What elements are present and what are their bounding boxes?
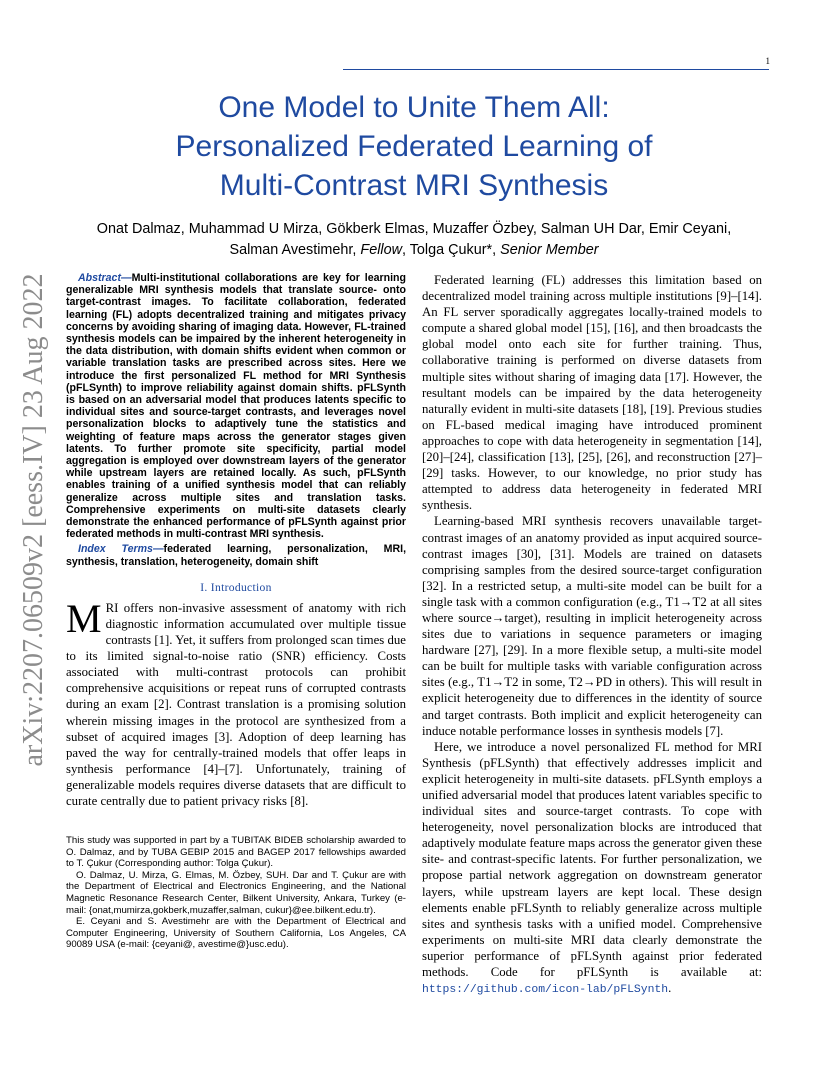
left-column <box>66 272 406 951</box>
abstract-text: Multi-institutional collaborations are key for learning generalizable MRI synthesis models that translate source- onto target-contrast images. To facilitate collaboration, federated learning (FL) adopts decentralized training and mitigates privacy concerns by avoiding sharing of imaging data. However, FL-trained synthesis models can be impaired by the inherent heterogeneity in the data distribution, with domain shifts evident when common or variable translation tasks are prescribed across sites. Here we introduce the first personalized FL method for MRI Synthesis (pFLSynth) to improve reliability against domain shifts. pFLSynth is based on an adversarial model that produces latents specific to individual sites and source-target contrasts, and leverages novel personalization blocks to adaptively tune the statistics and weighting of feature maps across the generator stages given latents. To further promote site specificity, partial model aggregation is employed over downstream layers of the generator while upstream layers are retained locally. As such, pFLSynth enables training of a unified synthesis model that can reliably generalize across multiple sites and translation tasks. Comprehensive experiments on multi-site datasets clearly demonstrate the enhanced performance of pFLSynth against prior federated methods in multi-contrast MRI synthesis. <box>66 272 406 541</box>
index-terms-label: Index Terms— <box>78 543 164 556</box>
paper-title <box>60 88 768 205</box>
dropcap-letter: M <box>66 595 102 641</box>
authors-line-2 <box>60 240 768 261</box>
right-paragraph-1: Federated learning (FL) addresses this limitation based on decentralized model training across multiple institutions [9]–[14]. An FL server sporadically aggregates locally-trained models to compute a shared global model [15], [16], and then broadcasts the global model onto each site for further training. Thus, collaborative training is performed on diverse datasets from multiple sites without sharing of imaging data [17]. However, the resultant models can be impaired by the data heterogeneity naturally evident in multi-site datasets [18], [19]. Previous studies on FL-based medical imaging have introduced prominent approaches to cope with data heterogeneity in segmentation [14], [20]–[24], classification [13], [25], [26], and reconstruction [27]–[29] tasks. However, to our knowledge, no prior study has attempted to address data heterogeneity in federated MRI synthesis. <box>422 273 762 513</box>
title-line-1: One Model to Unite Them All: <box>218 91 610 124</box>
author-title-senior: Senior Member <box>500 242 599 258</box>
intro-paragraph-1 <box>66 595 406 809</box>
page-number: 1 <box>765 56 770 66</box>
author-names-b: , Tolga Çukur*, <box>402 242 501 258</box>
index-terms-text: federated learning, personalization, MRI, synthesis, translation, heterogeneity, domain shift <box>66 543 407 568</box>
right-paragraph-3 <box>422 739 762 999</box>
index-terms <box>66 543 406 567</box>
title-line-3: Multi-Contrast MRI Synthesis <box>219 169 609 202</box>
footnote-funding: This study was supported in part by a TUBITAK BIDEB scholarship awarded to O. Dalmaz, and by TUBA GEBIP 2015 and BAGEP 2017 fellowships awarded to T. Çukur (Corresponding author: Tolga Çukur). <box>66 835 406 870</box>
authors-line-1: Onat Dalmaz, Muhammad U Mirza, Gökberk Elmas, Muzaffer Özbey, Salman UH Dar, Emir Ceyani, <box>96 221 732 237</box>
footnote-affiliation-usc: E. Ceyani and S. Avestimehr are with the Department of Electrical and Computer Engineering, University of Southern California, Los Angeles, CA 90089 USA (e-mail: {ceyani@, avestime@}usc.edu). <box>66 916 406 951</box>
author-names-a: Salman Avestimehr, <box>229 242 361 258</box>
right-column <box>422 272 762 998</box>
right-paragraph-3-end: . <box>668 981 672 996</box>
right-paragraph-2: Learning-based MRI synthesis recovers unavailable target-contrast images of an anatomy provided as input acquired source-contrast images [30], [31]. Models are trained on datasets comprising samples from the desired source-target configuration [32]. In a restricted setup, a multi-site model can be built for a single task with a common configuration (e.g., T1→T2 at all sites where source→target), resulting in implicit heterogeneity across sites due to variations in sequence parameters or imaging hardware [27], [29]. In a more flexible setup, a multi-site model can be built for multiple tasks with variable configuration across sites (e.g., T1→T2 in some, T2→PD in others). This will result in explicit heterogeneity due to differences in the identity of source and target contrasts. Both implicit and explicit heterogeneity can induce notable performance losses in synthesis models [7]. <box>422 514 762 738</box>
footnote-affiliation-bilkent: O. Dalmaz, U. Mirza, G. Elmas, M. Özbey, SUH. Dar and T. Çukur are with the Department of Electrical and Electronics Engineering, and the National Magnetic Resonance Research Center, Bilkent University, Ankara, Turkey (e-mail: {onat,mumirza,gokberk,muzaffer,salman, cukur}@ee.bilkent.edu.tr). <box>66 869 406 916</box>
title-line-2: Personalized Federated Learning of <box>175 130 653 163</box>
author-list <box>60 219 768 261</box>
abstract <box>66 272 406 540</box>
abstract-label: Abstract— <box>78 272 132 284</box>
code-link[interactable]: https://github.com/icon-lab/pFLSynth <box>422 984 669 997</box>
intro-paragraph-1-text: RI offers non-invasive assessment of anatomy with rich diagnostic information accumulated over multiple tissue contrasts [1]. Yet, it suffers from prolonged scan times due to its limited signal-to-noise ratio (SNR) efficiency. Costs associated with multi-contrast protocols can prohibit comprehensive acquisitions or repeat runs of corrupted contrasts during an exam [2]. Contrast translation is a promising solution wherein missing images in the protocol are synthesized from a subset of acquired images [3]. Adoption of deep learning has paved the way for centrally-trained models that offer leaps in synthesis performance [4]–[7]. Unfortunately, training of generalizable models requires diverse datasets that are difficult to curate centrally due to patient privacy risks [8]. <box>66 600 406 808</box>
right-paragraph-3-text: Here, we introduce a novel personalized FL method for MRI Synthesis (pFLSynth) that effectively addresses implicit and explicit heterogeneity in multi-site datasets. pFLSynth employs a unified adversarial model that produces latent variables specific to individual sites and source-target contrasts. To cope with heterogeneity, novel personalization blocks are introduced that adaptively modulate feature maps across the generator given these site- and contrast-specific latents. For further personalization, we propose partial network aggregation on downstream generator layers, while upstream layers are kept local. These design elements enable pFLSynth to reliably generalize across multiple sites and synthesis tasks with a unified model. Comprehensive experiments on multi-site MRI data clearly demonstrate the superior performance of pFLSynth against prior federated methods. Code for pFLSynth is available at: <box>422 739 762 980</box>
section-heading-introduction: I. Introduction <box>200 580 272 594</box>
arxiv-stamp: arXiv:2207.06509v2 [eess.IV] 23 Aug 2022 <box>18 273 49 767</box>
header-rule <box>343 69 769 70</box>
author-title-fellow: Fellow <box>360 242 402 258</box>
